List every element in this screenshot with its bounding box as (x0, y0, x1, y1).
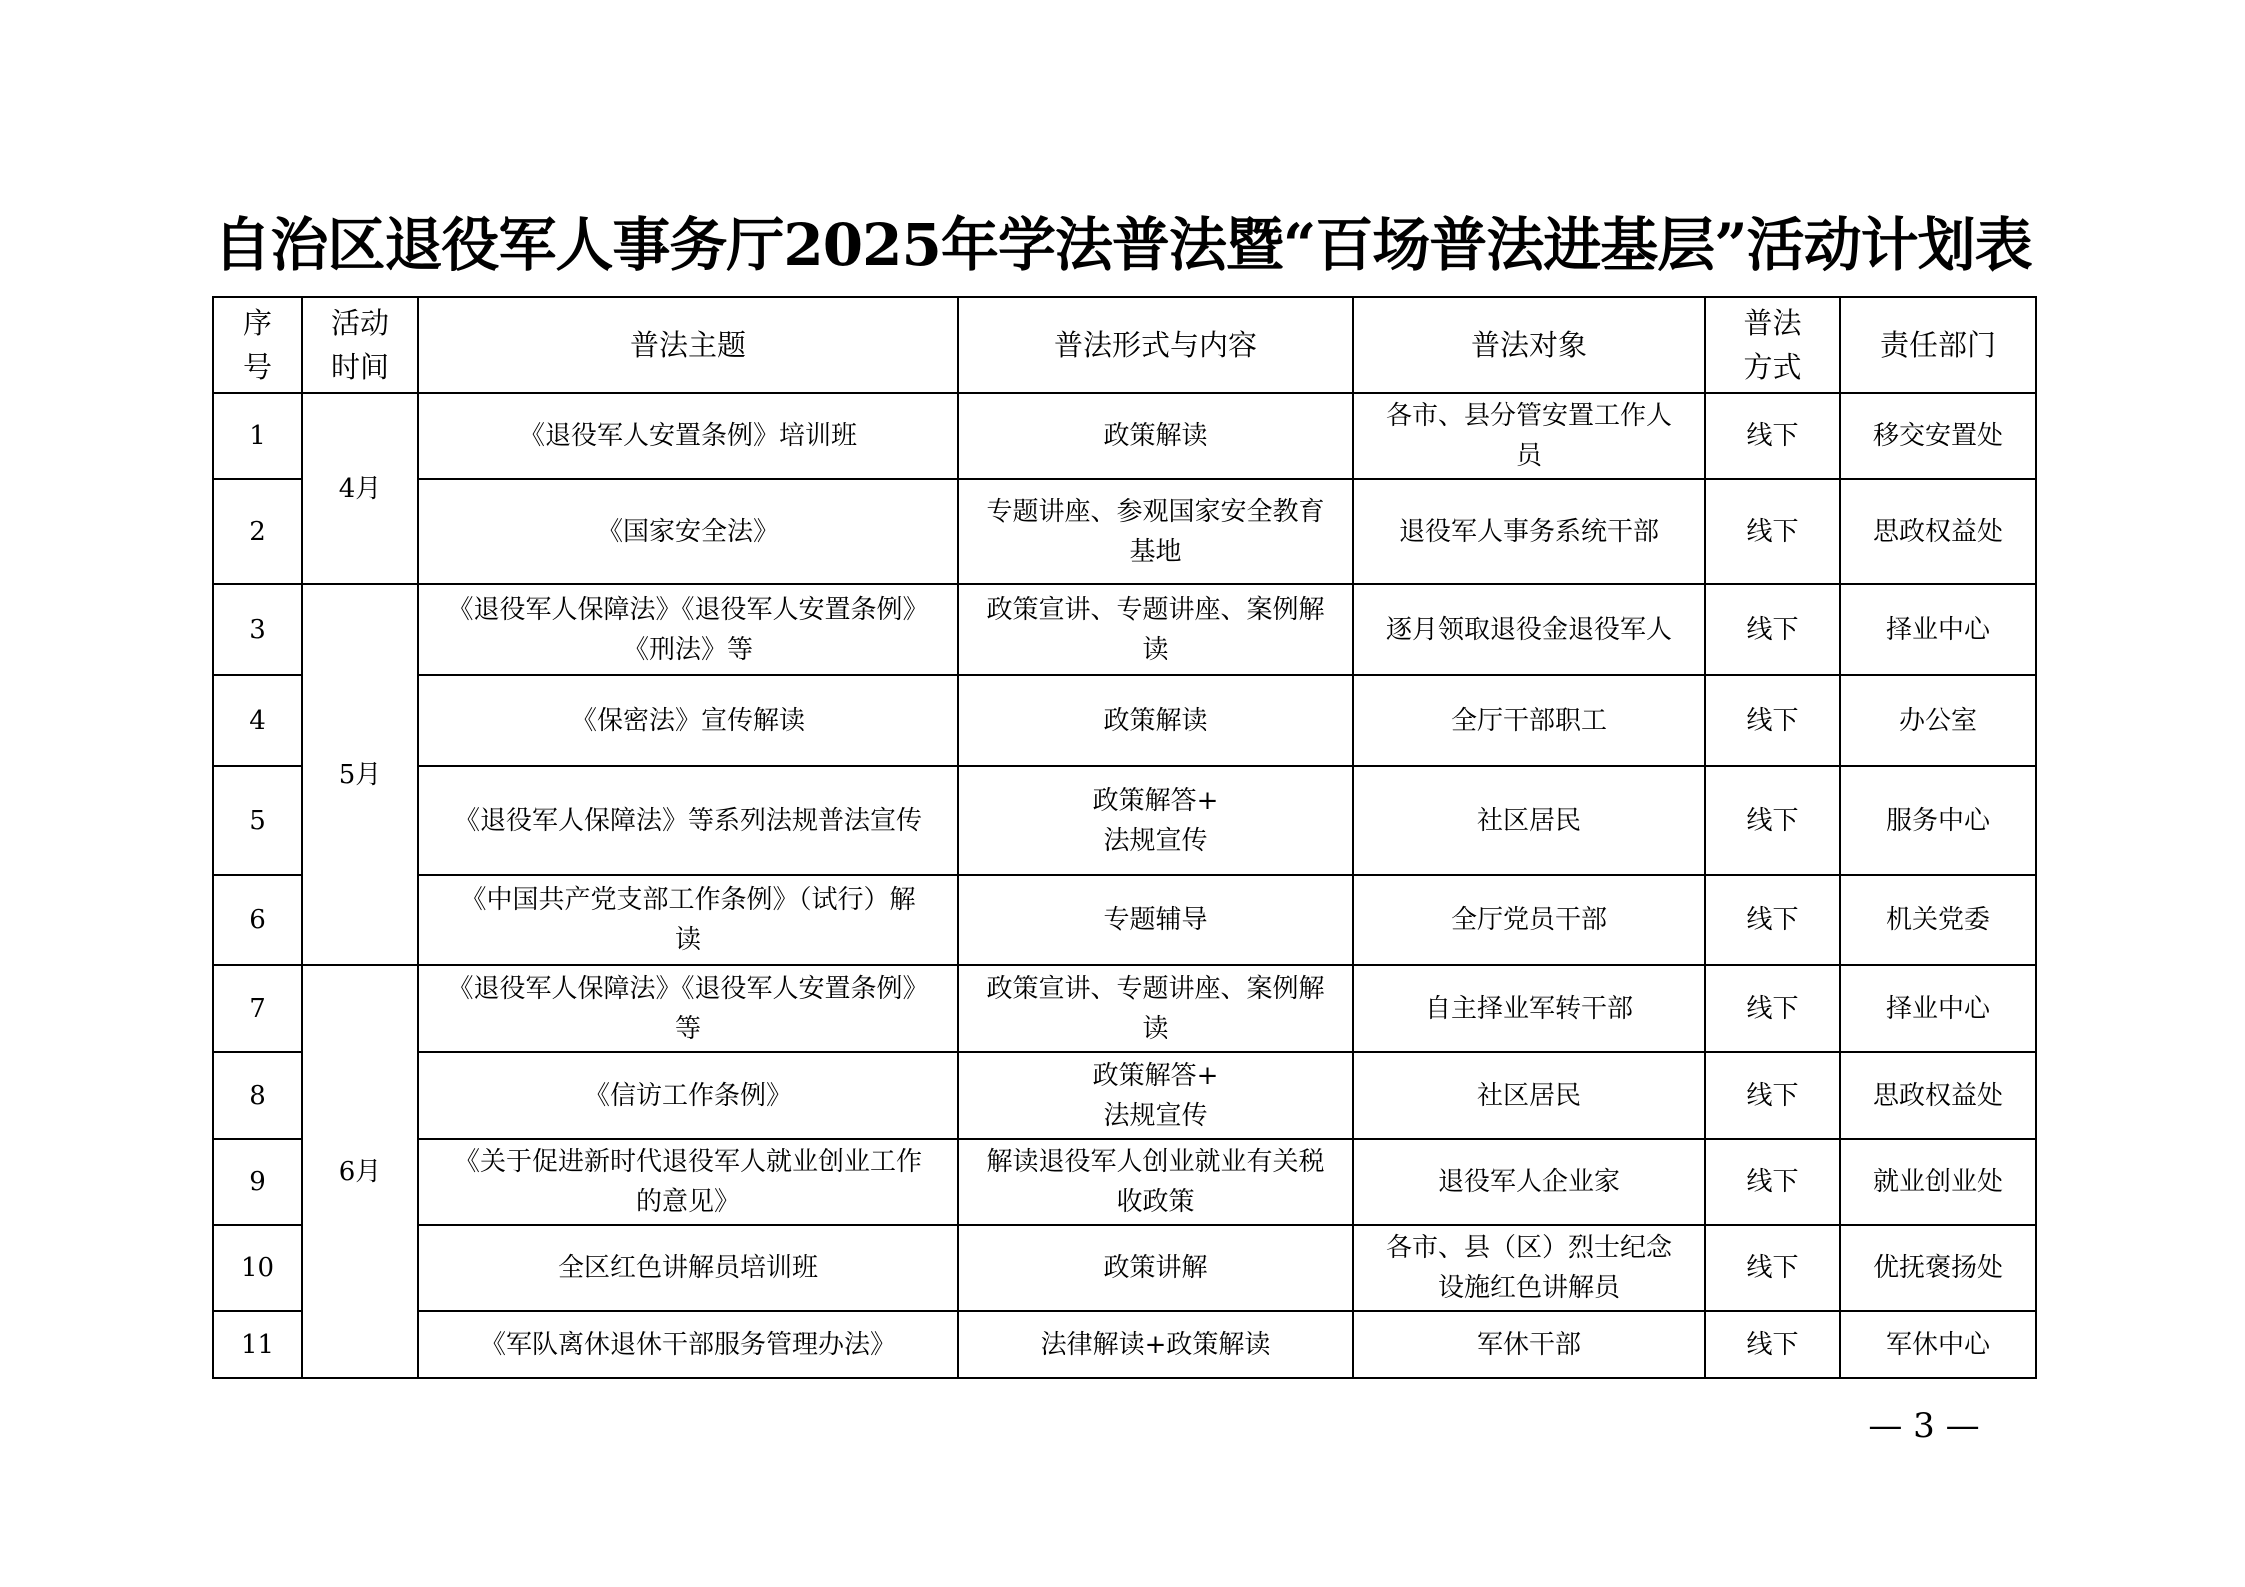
cell-content: 政策解读 (958, 393, 1353, 479)
cell-target: 自主择业军转干部 (1353, 965, 1705, 1052)
cell-target: 社区居民 (1353, 1052, 1705, 1139)
cell-no: 5 (213, 766, 302, 875)
header-target: 普法对象 (1353, 297, 1705, 393)
cell-dept: 军休中心 (1840, 1311, 2036, 1378)
page-number: — 3 — (1868, 1406, 1980, 1446)
table-row (213, 1225, 2036, 1311)
cell-topic: 《中国共产党支部工作条例》（试行）解 读 (418, 875, 958, 965)
cell-method: 线下 (1705, 675, 1840, 766)
cell-target: 各市、县（区）烈士纪念 设施红色讲解员 (1353, 1225, 1705, 1311)
cell-content: 政策解答+ 法规宣传 (958, 1052, 1353, 1139)
cell-content: 专题讲座、参观国家安全教育 基地 (958, 479, 1353, 584)
cell-topic: 全区红色讲解员培训班 (418, 1225, 958, 1311)
cell-dept: 思政权益处 (1840, 1052, 2036, 1139)
table-row (213, 393, 2036, 479)
cell-no: 7 (213, 965, 302, 1052)
cell-no: 9 (213, 1139, 302, 1225)
cell-topic: 《军队离休退休干部服务管理办法》 (418, 1311, 958, 1378)
cell-target: 军休干部 (1353, 1311, 1705, 1378)
cell-target: 全厅党员干部 (1353, 875, 1705, 965)
cell-content: 政策宣讲、专题讲座、案例解 读 (958, 584, 1353, 675)
cell-target: 退役军人事务系统干部 (1353, 479, 1705, 584)
cell-topic: 《退役军人保障法》《退役军人安置条例》 等 (418, 965, 958, 1052)
cell-method: 线下 (1705, 1139, 1840, 1225)
cell-topic: 《退役军人保障法》等系列法规普法宣传 (418, 766, 958, 875)
cell-no: 10 (213, 1225, 302, 1311)
table-row (213, 479, 2036, 584)
cell-no: 11 (213, 1311, 302, 1378)
cell-target: 各市、县分管安置工作人 员 (1353, 393, 1705, 479)
cell-dept: 优抚褒扬处 (1840, 1225, 2036, 1311)
cell-method: 线下 (1705, 1225, 1840, 1311)
cell-method: 线下 (1705, 766, 1840, 875)
header-topic: 普法主题 (418, 297, 958, 393)
header-row (213, 297, 2036, 393)
cell-target: 退役军人企业家 (1353, 1139, 1705, 1225)
cell-dept: 就业创业处 (1840, 1139, 2036, 1225)
header-content: 普法形式与内容 (958, 297, 1353, 393)
cell-target: 社区居民 (1353, 766, 1705, 875)
cell-content: 政策解答+ 法规宣传 (958, 766, 1353, 875)
cell-content: 专题辅导 (958, 875, 1353, 965)
cell-method: 线下 (1705, 479, 1840, 584)
cell-dept: 服务中心 (1840, 766, 2036, 875)
cell-topic: 《退役军人安置条例》培训班 (418, 393, 958, 479)
cell-topic: 《关于促进新时代退役军人就业创业工作 的意见》 (418, 1139, 958, 1225)
cell-target: 逐月领取退役金退役军人 (1353, 584, 1705, 675)
cell-method: 线下 (1705, 1311, 1840, 1378)
table-row (213, 675, 2036, 766)
cell-dept: 移交安置处 (1840, 393, 2036, 479)
cell-dept: 择业中心 (1840, 584, 2036, 675)
cell-topic: 《信访工作条例》 (418, 1052, 958, 1139)
cell-month: 6月 (302, 965, 418, 1378)
cell-month: 5月 (302, 584, 418, 965)
cell-content: 政策讲解 (958, 1225, 1353, 1311)
cell-no: 1 (213, 393, 302, 479)
cell-topic: 《保密法》宣传解读 (418, 675, 958, 766)
cell-method: 线下 (1705, 393, 1840, 479)
cell-month: 4月 (302, 393, 418, 584)
table-row (213, 766, 2036, 875)
cell-method: 线下 (1705, 965, 1840, 1052)
table-row (213, 1139, 2036, 1225)
cell-dept: 择业中心 (1840, 965, 2036, 1052)
header-no: 序 号 (213, 297, 302, 393)
page-title: 自治区退役军人事务厅2025年学法普法暨“百场普法进基层”活动计划表 (213, 211, 2032, 279)
cell-content: 政策宣讲、专题讲座、案例解 读 (958, 965, 1353, 1052)
cell-method: 线下 (1705, 1052, 1840, 1139)
table-row (213, 584, 2036, 675)
cell-dept: 思政权益处 (1840, 479, 2036, 584)
cell-no: 2 (213, 479, 302, 584)
cell-method: 线下 (1705, 584, 1840, 675)
cell-dept: 机关党委 (1840, 875, 2036, 965)
cell-topic: 《国家安全法》 (418, 479, 958, 584)
header-dept: 责任部门 (1840, 297, 2036, 393)
cell-no: 6 (213, 875, 302, 965)
table-row (213, 1311, 2036, 1378)
cell-content: 政策解读 (958, 675, 1353, 766)
header-method: 普法 方式 (1705, 297, 1840, 393)
table-row (213, 875, 2036, 965)
cell-topic: 《退役军人保障法》《退役军人安置条例》 《刑法》等 (418, 584, 958, 675)
cell-content: 解读退役军人创业就业有关税 收政策 (958, 1139, 1353, 1225)
activity-plan-table (212, 296, 2037, 1379)
cell-no: 8 (213, 1052, 302, 1139)
table-row (213, 1052, 2036, 1139)
cell-no: 3 (213, 584, 302, 675)
cell-content: 法律解读+政策解读 (958, 1311, 1353, 1378)
table-row (213, 965, 2036, 1052)
cell-target: 全厅干部职工 (1353, 675, 1705, 766)
cell-no: 4 (213, 675, 302, 766)
cell-method: 线下 (1705, 875, 1840, 965)
header-time: 活动 时间 (302, 297, 418, 393)
cell-dept: 办公室 (1840, 675, 2036, 766)
